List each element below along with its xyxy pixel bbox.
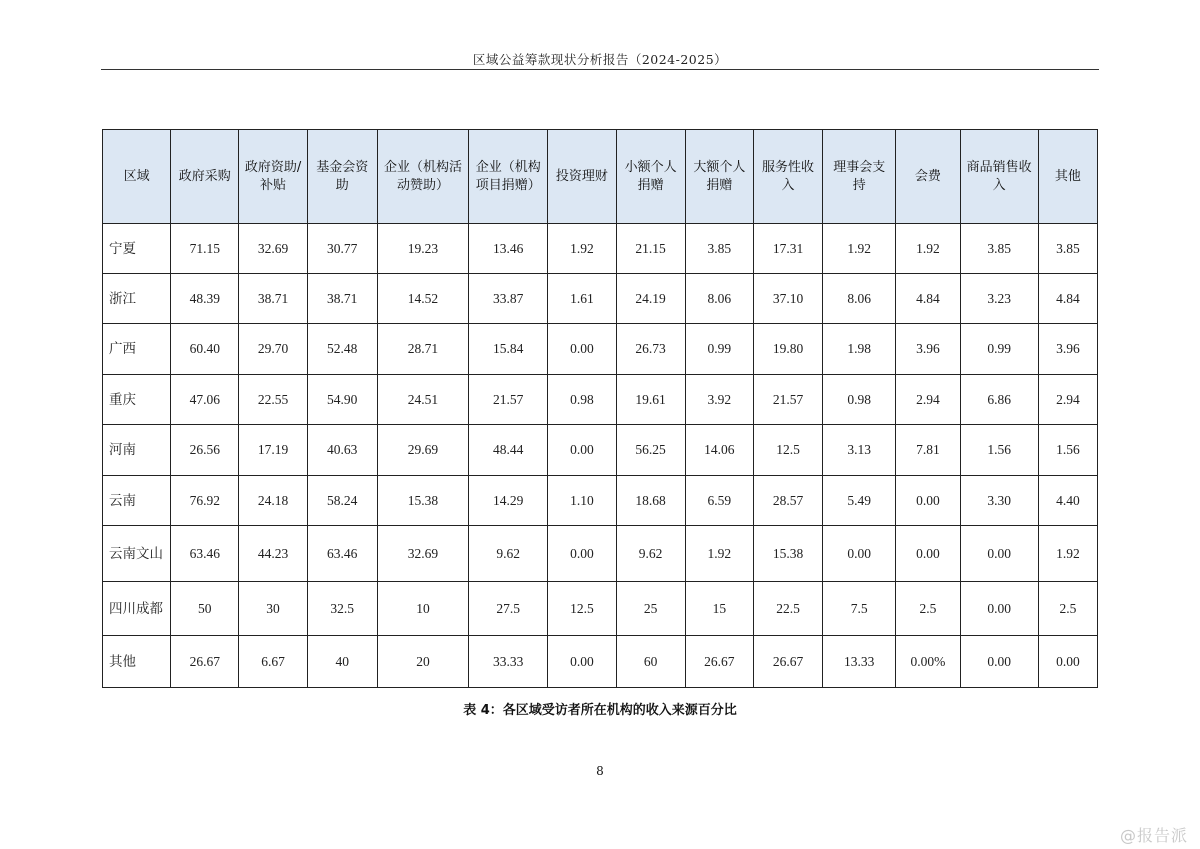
value-cell: 2.5 <box>1038 582 1097 636</box>
column-header: 服务性收入 <box>753 130 822 224</box>
page-number: 8 <box>596 764 604 778</box>
value-cell: 26.67 <box>685 636 753 688</box>
column-header: 大额个人捐赠 <box>685 130 753 224</box>
value-cell: 27.5 <box>469 582 548 636</box>
value-cell: 22.5 <box>753 582 822 636</box>
value-cell: 3.85 <box>685 224 753 274</box>
value-cell: 26.67 <box>171 636 239 688</box>
value-cell: 26.56 <box>171 425 239 476</box>
value-cell: 6.67 <box>239 636 307 688</box>
value-cell: 0.99 <box>685 324 753 375</box>
value-cell: 24.19 <box>616 274 685 324</box>
value-cell: 3.96 <box>896 324 960 375</box>
value-cell: 6.59 <box>685 476 753 526</box>
value-cell: 60 <box>616 636 685 688</box>
value-cell: 33.87 <box>469 274 548 324</box>
table-row <box>103 224 1098 274</box>
value-cell: 52.48 <box>307 324 377 375</box>
value-cell: 0.00 <box>548 324 616 375</box>
value-cell: 6.86 <box>960 375 1038 425</box>
value-cell: 63.46 <box>307 526 377 582</box>
table-row <box>103 526 1098 582</box>
value-cell: 15.38 <box>753 526 822 582</box>
value-cell: 1.98 <box>823 324 896 375</box>
value-cell: 40 <box>307 636 377 688</box>
value-cell: 48.44 <box>469 425 548 476</box>
value-cell: 21.57 <box>753 375 822 425</box>
value-cell: 4.84 <box>896 274 960 324</box>
value-cell: 13.46 <box>469 224 548 274</box>
value-cell: 4.40 <box>1038 476 1097 526</box>
value-cell: 5.49 <box>823 476 896 526</box>
value-cell: 44.23 <box>239 526 307 582</box>
value-cell: 32.5 <box>307 582 377 636</box>
value-cell: 60.40 <box>171 324 239 375</box>
value-cell: 48.39 <box>171 274 239 324</box>
page-header-title: 区域公益筹款现状分析报告（2024-2025） <box>472 52 728 67</box>
header-divider <box>101 69 1099 70</box>
value-cell: 1.92 <box>1038 526 1097 582</box>
value-cell: 20 <box>377 636 468 688</box>
value-cell: 0.00% <box>896 636 960 688</box>
value-cell: 2.94 <box>1038 375 1097 425</box>
value-cell: 1.61 <box>548 274 616 324</box>
value-cell: 15.38 <box>377 476 468 526</box>
value-cell: 30 <box>239 582 307 636</box>
value-cell: 76.92 <box>171 476 239 526</box>
value-cell: 24.51 <box>377 375 468 425</box>
value-cell: 0.99 <box>960 324 1038 375</box>
value-cell: 32.69 <box>239 224 307 274</box>
column-header: 会费 <box>896 130 960 224</box>
value-cell: 3.96 <box>1038 324 1097 375</box>
value-cell: 7.81 <box>896 425 960 476</box>
column-header: 企业（机构活动赞助） <box>377 130 468 224</box>
value-cell: 24.18 <box>239 476 307 526</box>
value-cell: 19.23 <box>377 224 468 274</box>
income-source-table <box>102 129 1098 688</box>
value-cell: 17.19 <box>239 425 307 476</box>
column-header: 小额个人捐赠 <box>616 130 685 224</box>
value-cell: 2.5 <box>896 582 960 636</box>
value-cell: 0.00 <box>960 636 1038 688</box>
table-body <box>103 224 1098 688</box>
value-cell: 1.92 <box>896 224 960 274</box>
value-cell: 63.46 <box>171 526 239 582</box>
region-cell: 河南 <box>103 425 171 476</box>
value-cell: 3.23 <box>960 274 1038 324</box>
value-cell: 15 <box>685 582 753 636</box>
value-cell: 21.57 <box>469 375 548 425</box>
value-cell: 28.57 <box>753 476 822 526</box>
value-cell: 22.55 <box>239 375 307 425</box>
value-cell: 33.33 <box>469 636 548 688</box>
value-cell: 9.62 <box>469 526 548 582</box>
value-cell: 37.10 <box>753 274 822 324</box>
value-cell: 29.70 <box>239 324 307 375</box>
region-cell: 广西 <box>103 324 171 375</box>
value-cell: 0.00 <box>823 526 896 582</box>
value-cell: 0.98 <box>823 375 896 425</box>
value-cell: 0.00 <box>548 636 616 688</box>
column-header: 政府资助/补贴 <box>239 130 307 224</box>
value-cell: 14.29 <box>469 476 548 526</box>
value-cell: 0.00 <box>896 476 960 526</box>
column-header: 商品销售收入 <box>960 130 1038 224</box>
value-cell: 12.5 <box>753 425 822 476</box>
column-header: 理事会支持 <box>823 130 896 224</box>
value-cell: 19.61 <box>616 375 685 425</box>
value-cell: 30.77 <box>307 224 377 274</box>
value-cell: 40.63 <box>307 425 377 476</box>
value-cell: 4.84 <box>1038 274 1097 324</box>
value-cell: 7.5 <box>823 582 896 636</box>
value-cell: 50 <box>171 582 239 636</box>
value-cell: 19.80 <box>753 324 822 375</box>
column-header: 区域 <box>103 130 171 224</box>
value-cell: 1.10 <box>548 476 616 526</box>
region-cell: 云南文山 <box>103 526 171 582</box>
value-cell: 25 <box>616 582 685 636</box>
value-cell: 17.31 <box>753 224 822 274</box>
value-cell: 58.24 <box>307 476 377 526</box>
table-row <box>103 375 1098 425</box>
column-header: 政府采购 <box>171 130 239 224</box>
value-cell: 2.94 <box>896 375 960 425</box>
value-cell: 26.73 <box>616 324 685 375</box>
value-cell: 3.13 <box>823 425 896 476</box>
value-cell: 0.00 <box>548 425 616 476</box>
value-cell: 13.33 <box>823 636 896 688</box>
value-cell: 14.52 <box>377 274 468 324</box>
region-cell: 其他 <box>103 636 171 688</box>
value-cell: 18.68 <box>616 476 685 526</box>
column-header: 基金会资助 <box>307 130 377 224</box>
value-cell: 0.00 <box>960 582 1038 636</box>
table-row <box>103 582 1098 636</box>
table-row <box>103 274 1098 324</box>
value-cell: 0.98 <box>548 375 616 425</box>
value-cell: 0.00 <box>960 526 1038 582</box>
value-cell: 28.71 <box>377 324 468 375</box>
value-cell: 1.56 <box>960 425 1038 476</box>
table-row <box>103 636 1098 688</box>
value-cell: 8.06 <box>823 274 896 324</box>
value-cell: 21.15 <box>616 224 685 274</box>
value-cell: 15.84 <box>469 324 548 375</box>
table-header-row <box>103 130 1098 224</box>
column-header: 其他 <box>1038 130 1097 224</box>
value-cell: 3.92 <box>685 375 753 425</box>
region-cell: 四川成都 <box>103 582 171 636</box>
value-cell: 1.56 <box>1038 425 1097 476</box>
table-caption: 表 4：各区域受访者所在机构的收入来源百分比 <box>463 703 737 718</box>
region-cell: 重庆 <box>103 375 171 425</box>
value-cell: 38.71 <box>307 274 377 324</box>
table-row <box>103 476 1098 526</box>
value-cell: 1.92 <box>823 224 896 274</box>
table-row <box>103 425 1098 476</box>
value-cell: 26.67 <box>753 636 822 688</box>
value-cell: 0.00 <box>1038 636 1097 688</box>
value-cell: 0.00 <box>548 526 616 582</box>
value-cell: 12.5 <box>548 582 616 636</box>
value-cell: 0.00 <box>896 526 960 582</box>
value-cell: 1.92 <box>548 224 616 274</box>
region-cell: 宁夏 <box>103 224 171 274</box>
value-cell: 3.85 <box>1038 224 1097 274</box>
watermark-logo: @报告派 <box>1119 826 1188 845</box>
value-cell: 54.90 <box>307 375 377 425</box>
value-cell: 3.30 <box>960 476 1038 526</box>
value-cell: 38.71 <box>239 274 307 324</box>
region-cell: 云南 <box>103 476 171 526</box>
value-cell: 14.06 <box>685 425 753 476</box>
value-cell: 3.85 <box>960 224 1038 274</box>
value-cell: 10 <box>377 582 468 636</box>
table-row <box>103 324 1098 375</box>
value-cell: 71.15 <box>171 224 239 274</box>
column-header: 投资理财 <box>548 130 616 224</box>
value-cell: 29.69 <box>377 425 468 476</box>
column-header: 企业（机构项目捐赠） <box>469 130 548 224</box>
value-cell: 9.62 <box>616 526 685 582</box>
value-cell: 32.69 <box>377 526 468 582</box>
value-cell: 47.06 <box>171 375 239 425</box>
value-cell: 1.92 <box>685 526 753 582</box>
value-cell: 8.06 <box>685 274 753 324</box>
region-cell: 浙江 <box>103 274 171 324</box>
value-cell: 56.25 <box>616 425 685 476</box>
